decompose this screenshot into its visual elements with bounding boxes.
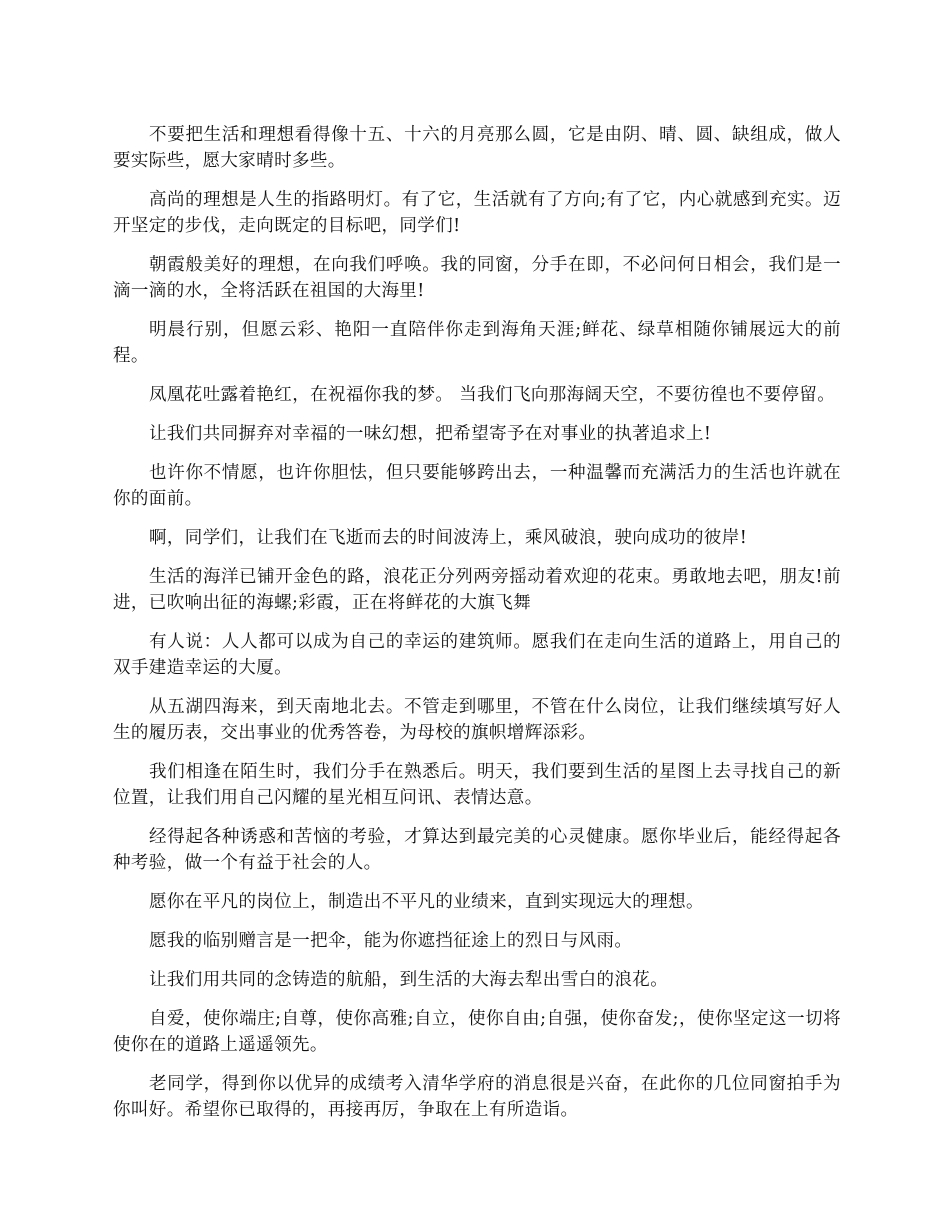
paragraph: 自爱，使你端庄;自尊，使你高雅;自立，使你自由;自强，使你奋发;，使你坚定这一切将使你在的道路上遥遥领先。 bbox=[113, 1009, 841, 1055]
paragraph: 愿我的临别赠言是一把伞，能为你遮挡征途上的烈日与风雨。 bbox=[149, 931, 633, 951]
paragraph: 有人说：人人都可以成为自己的幸运的建筑师。愿我们在走向生活的道路上，用自己的双手建造幸运的大厦。 bbox=[113, 632, 841, 678]
paragraph: 经得起各种诱惑和苦恼的考验，才算达到最完美的心灵健康。愿你毕业后，能经得起各种考验，做一个有益于社会的人。 bbox=[113, 827, 841, 873]
paragraph: 让我们共同摒弃对幸福的一味幻想，把希望寄予在对事业的执著追求上! bbox=[149, 424, 712, 444]
paragraph: 啊，同学们，让我们在飞逝而去的时间波涛上，乘风破浪，驶向成功的彼岸! bbox=[149, 528, 748, 548]
document-body bbox=[113, 122, 841, 1136]
paragraph: 让我们用共同的念铸造的航船，到生活的大海去犁出雪白的浪花。 bbox=[149, 970, 669, 990]
paragraph: 生活的海洋已铺开金色的路，浪花正分列两旁摇动着欢迎的花束。勇敢地去吧，朋友!前进，已吹响出征的海螺;彩霞，正在将鲜花的大旗飞舞 bbox=[113, 567, 841, 613]
paragraph: 不要把生活和理想看得像十五、十六的月亮那么圆，它是由阴、晴、圆、缺组成，做人要实际些，愿大家晴时多些。 bbox=[113, 125, 841, 171]
paragraph: 凤凰花吐露着艳红，在祝福你我的梦。 当我们飞向那海阔天空，不要彷徨也不要停留。 bbox=[149, 385, 836, 405]
paragraph: 从五湖四海来，到天南地北去。不管走到哪里，不管在什么岗位，让我们继续填写好人生的履历表，交出事业的优秀答卷，为母校的旗帜增辉添彩。 bbox=[113, 697, 841, 743]
paragraph: 我们相逢在陌生时，我们分手在熟悉后。明天，我们要到生活的星图上去寻找自己的新位置，让我们用自己闪耀的星光相互问讯、表情达意。 bbox=[113, 762, 841, 808]
paragraph: 明晨行别，但愿云彩、艳阳一直陪伴你走到海角天涯;鲜花、绿草相随你铺展远大的前程。 bbox=[113, 320, 841, 366]
paragraph: 愿你在平凡的岗位上，制造出不平凡的业绩来，直到实现远大的理想。 bbox=[149, 892, 704, 912]
paragraph: 朝霞般美好的理想，在向我们呼唤。我的同窗，分手在即，不必问何日相会，我们是一滴一滴的水，全将活跃在祖国的大海里! bbox=[113, 255, 841, 301]
paragraph: 也许你不情愿，也许你胆怯，但只要能够跨出去，一种温馨而充满活力的生活也许就在你的面前。 bbox=[113, 463, 841, 509]
paragraph: 高尚的理想是人生的指路明灯。有了它，生活就有了方向;有了它，内心就感到充实。迈开坚定的步伐，走向既定的目标吧，同学们! bbox=[113, 190, 841, 236]
paragraph: 老同学，得到你以优异的成绩考入清华学府的消息很是兴奋，在此你的几位同窗拍手为你叫好。希望你已取得的，再接再厉，争取在上有所造诣。 bbox=[113, 1074, 841, 1120]
